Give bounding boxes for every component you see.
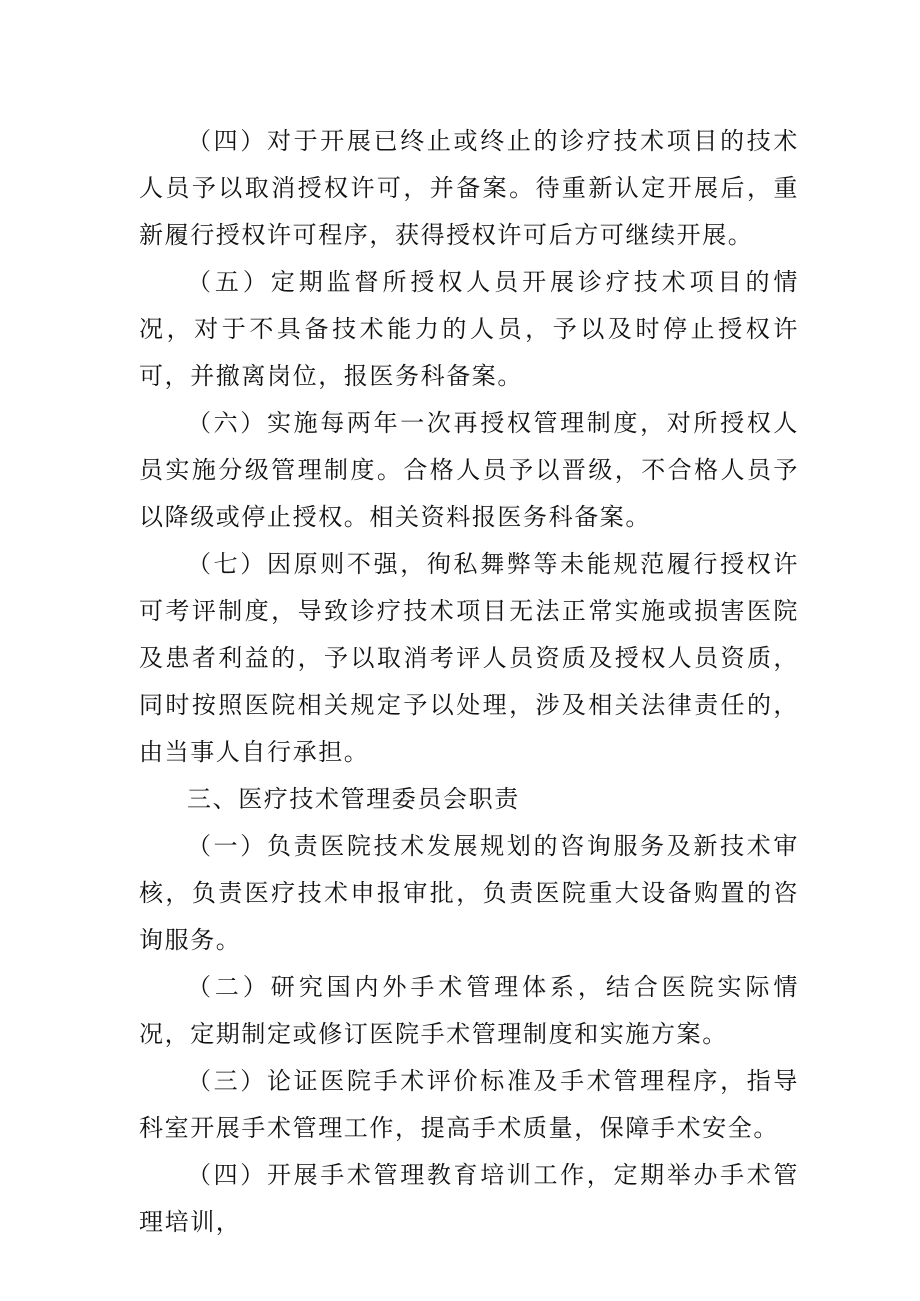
section-paragraph-4: （四）开展手术管理教育培训工作，定期举办手术管理培训，	[139, 1161, 799, 1236]
section-paragraph-2: （二）研究国内外手术管理体系，结合医院实际情况，定期制定或修订医院手术管理制度和实施方案。	[139, 973, 799, 1048]
paragraph-item-6: （六）实施每两年一次再授权管理制度，对所授权人员实施分级管理制度。合格人员予以晋级，不合格人员予以降级或停止授权。相关资料报医务科备案。	[139, 409, 799, 531]
document-body	[139, 118, 799, 1246]
paragraph-item-7: （七）因原则不强，徇私舞弊等未能规范履行授权许可考评制度，导致诊疗技术项目无法正常实施或损害医院及患者利益的，予以取消考评人员资质及授权人员资质，同时按照医院相关规定予以处理，涉及相关法律责任的，由当事人自行承担。	[139, 550, 799, 766]
section-paragraph-1: （一）负责医院技术发展规划的咨询服务及新技术审核，负责医疗技术申报审批，负责医院重大设备购置的咨询服务。	[139, 832, 799, 954]
paragraph-item-5: （五）定期监督所授权人员开展诊疗技术项目的情况，对于不具备技术能力的人员，予以及时停止授权许可，并撤离岗位，报医务科备案。	[139, 268, 799, 390]
section-heading: 三、医疗技术管理委员会职责	[187, 785, 520, 813]
section-paragraph-3: （三）论证医院手术评价标准及手术管理程序，指导科室开展手术管理工作，提高手术质量，保障手术安全。	[139, 1067, 799, 1142]
paragraph-item-4: （四）对于开展已终止或终止的诊疗技术项目的技术人员予以取消授权许可，并备案。待重新认定开展后，重新履行授权许可程序，获得授权许可后方可继续开展。	[139, 127, 799, 249]
